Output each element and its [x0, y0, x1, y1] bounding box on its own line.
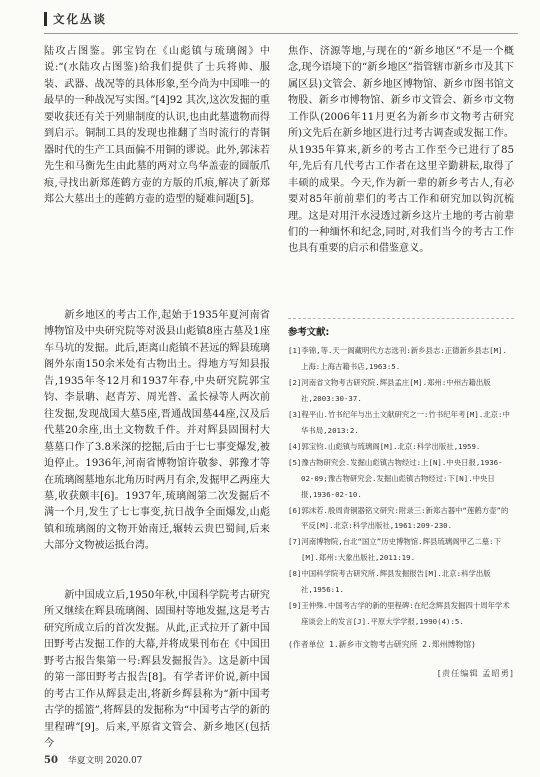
- section-marker: [44, 12, 47, 26]
- responsible-editor: [责任编辑 孟昭勇]: [437, 667, 514, 678]
- paragraph-conclusion: 焦作、济源等地,与现在的“新乡地区”不是一个概念,现今语境下的“新乡地区”指管辖市新乡市及其下属区县)文管会、新乡地区博物馆、新乡市图书馆文物股、新乡市博物馆、新乡市文管会、新乡市文物工作队(2006年11月更名为新乡市文物考古研究所)文先后在新乡地区进行过考古调查或发掘工作。从1935年算来,新乡的考古工作至今已进行了85年,先后有几代考古工作者在这里辛勤耕耘,取得了丰硕的成果。今天,作为新一辈的新乡考古人,有必要对85年前前辈们的考古工作和研究加以钩沉梳理。这是对用汗水浸透过新乡这片土地的考古前辈们的一种缅怀和纪念,同时,对我们当今的考古工作也具有重要的启示和借鉴意义。: [288, 46, 514, 255]
- section-title: 文化丛谈: [53, 11, 107, 26]
- references-list: [288, 343, 514, 629]
- left-column: [44, 44, 270, 753]
- references-title: 参考文献:: [288, 318, 514, 341]
- right-column: [288, 44, 514, 681]
- page-footer: [44, 753, 142, 766]
- reference-item: [5]豫古物研究会.发掘山彪镇古物经过:上[N].中央日报,1936-02-09;豫古物研究会.发掘山彪镇古物经过:下[N].中央日报,1936-02-10.: [288, 457, 503, 499]
- author-affiliation: (作者单位 1.新乡市文物考古研究所 2.郑州博物馆): [288, 639, 476, 649]
- page-number: 50: [44, 755, 58, 766]
- journal-issue: 华夏文明 2020.07: [67, 756, 143, 766]
- paragraph-early-excavations: 新乡地区的考古工作,起始于1935年夏河南省博物馆及中央研究院等对汲县山彪镇8座古墓及1座车马坑的发掘。此后,距离山彪镇不甚远的辉县琉璃阁外东南150余米处有古物出土。得地方写知县报告,1935年冬12月和1937年春,中央研究院郭宝钧、李景聃、赵青芳、周光普、孟长禄等人两次前往发掘,发现战国大墓5座,晋通战国墓44座,汉及后代墓20余座,出土文物数千件。并对辉县固围村大墓墓口作了3.8米深的挖掘,后由于七七事变爆发,被迫停止。1936年,河南省博物馆许敬参、郭豫才等在琉璃阁墓地东北角历时两月有余,发掘甲乙两座大墓,收获颇丰[6]。1937年,琉璃阁第二次发掘后不满一个月,发生了七七事变,抗日战争全面爆发,山彪镇和琉璃阁的文物开始南迁,辗转云贵巴蜀间,后来大部分文物被运抵台湾。: [44, 310, 270, 552]
- paragraph-continuation: 陆攻占图鉴。郭宝钧在《山彪镇与琉璃阁》中说:“(水陆攻占图鉴)给我们提供了士兵将帅、服装、武器、战况等的具体形象,至今尚为中国唯一的最早的一种战况写实图。”[4]92 其次,这次发掘的重要收获还有关于列鼎制度的认识,也由此墓遗物而得到启示。铜制工具的发现也推翻了当时流行的青铜器时代的生产工具面偏不用铜的谬说。此外,郭沫若先生和马衡先生由此墓的两对立鸟华盖壶的圆版爪痕,寻找出新郑莲鹤方壶的方版的爪痕,解决了新郑郑公大墓出土的莲鹤方壶的造型的疑难问题[5]。: [44, 46, 270, 206]
- section-header: [44, 10, 107, 27]
- paragraph-new-china: 新中国成立后,1950年秋,中国科学院考古研究所又继续在辉县琉璃阁、固围村等地发掘,这是考古研究所成立后的首次发掘。从此,正式拉开了新中国田野考古发掘工作的大幕,并将成果刊布在《中国田野考古报告集第一号:辉县发掘报告》。这是新中国的第一部田野考古报告[8]。有学者评价说,新中国的考古工作从辉县走出,将新乡辉县称为“新中国考古学的摇篮”,将辉县的发掘称为“中国考古学的新的里程碑”[9]。后来,平原省文管会、新乡地区(包括今: [44, 590, 270, 750]
- reference-item: [4]郭宝钧.山彪镇与琉璃阁[M].北京:科学出版社,1959.: [288, 441, 481, 451]
- reference-item: [8]中国科学院考古研究所.辉县发掘报告[M].北京:科学出版社,1956:1.: [288, 569, 491, 595]
- reference-item: [7]河南博物院,台北“国立”历史博物馆.辉县琉璃阁甲乙二墓:下[M].郑州:大象出版社,2011:19.: [288, 537, 501, 563]
- reference-item: [1]李锦,等.天一阁藏明代方志选刊:新乡县志:正德新乡县志[M].上海:上海古籍书店,1963:5.: [288, 346, 507, 372]
- reference-item: [2]河南省文物考古研究院.辉县孟庄[M].郑州:中州古籍出版社,2003:30-37.: [288, 378, 491, 404]
- header-divider: [44, 33, 518, 34]
- reference-item: [9]王仲殊.中国考古学的新的里程碑:在纪念辉县发掘四十周年学术座谈会上的发言[J].平原大学学报,1990(4):5.: [288, 600, 510, 626]
- reference-item: [3]程平山.竹书纪年与出土文献研究之一:竹书纪年考[M].北京:中华书局,2013:2.: [288, 410, 510, 435]
- reference-item: [6]郭沫若.殷周青铜器铭文研究:附录三:新郑古器中“莲鹤方壶”的平反[M].北京:科学出版社,1961:209-230.: [288, 505, 509, 531]
